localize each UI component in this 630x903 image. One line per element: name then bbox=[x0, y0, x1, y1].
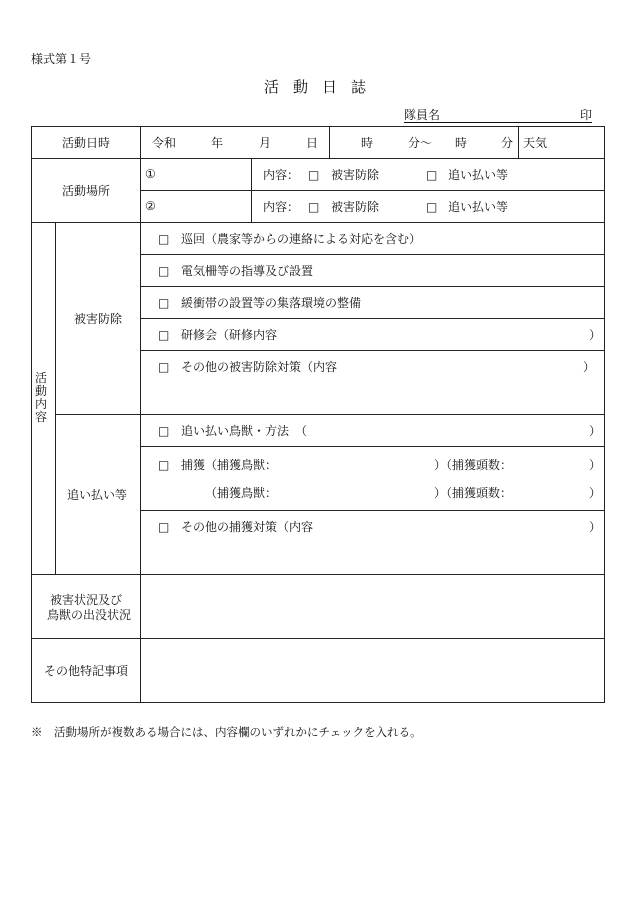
minute-end-label: 分 bbox=[501, 136, 514, 150]
close-paren-chase-method: ） bbox=[589, 424, 602, 438]
capture-animal-2: （捕獲鳥獣： bbox=[205, 486, 278, 500]
page-title: 活動日誌 bbox=[263, 78, 380, 96]
item-electric-fence: 電気柵等の指導及び設置 bbox=[181, 264, 314, 278]
place-2-opt-chase: 追い払い等 bbox=[448, 200, 509, 214]
hour-start-label: 時 bbox=[361, 136, 374, 150]
item-chase-method: 追い払い鳥獣・方法 （ bbox=[181, 424, 308, 438]
activity-content-label: 活動内容 bbox=[34, 371, 47, 424]
place-2-content-label: 内容： bbox=[263, 200, 300, 214]
place-label: 活動場所 bbox=[62, 184, 111, 198]
other-notes-label: その他特記事項 bbox=[44, 664, 129, 678]
seal-label: 印 bbox=[579, 108, 592, 122]
other-notes-input[interactable] bbox=[141, 639, 604, 702]
close-paren-capture-1: ） bbox=[589, 458, 602, 472]
close-paren-capture-2: ） bbox=[589, 486, 602, 500]
capture-animal-1: （捕獲鳥獣： bbox=[205, 458, 278, 472]
checkbox-place-1-damage[interactable]: □ bbox=[308, 168, 320, 182]
item-capture-label: 捕獲 bbox=[181, 458, 206, 472]
place-1-content-label: 内容： bbox=[263, 168, 300, 182]
capture-count-1: ）（捕獲頭数： bbox=[434, 458, 513, 472]
year-label: 年 bbox=[211, 136, 224, 150]
close-paren-other-capture: ） bbox=[589, 520, 602, 534]
checkbox-patrol[interactable]: □ bbox=[158, 232, 170, 246]
checkbox-chase-method[interactable]: □ bbox=[158, 424, 170, 438]
checkbox-training[interactable]: □ bbox=[158, 328, 170, 342]
checkbox-place-2-damage[interactable]: □ bbox=[308, 200, 320, 214]
footnote: ※ 活動場所が複数ある場合には、内容欄のいずれかにチェックを入れる。 bbox=[31, 725, 422, 739]
month-label: 月 bbox=[259, 136, 272, 150]
close-paren-training: ） bbox=[589, 328, 602, 342]
member-label: 隊員名 bbox=[404, 108, 441, 122]
damage-status-input[interactable] bbox=[141, 575, 604, 638]
checkbox-electric-fence[interactable]: □ bbox=[158, 264, 170, 278]
item-other-damage: その他の被害防除対策（内容 bbox=[181, 360, 338, 374]
damage-status-label-2: 鳥獣の出没状況 bbox=[47, 608, 132, 622]
minute-start-label: 分〜 bbox=[408, 136, 433, 150]
checkbox-other-damage[interactable]: □ bbox=[158, 360, 170, 374]
day-label: 日 bbox=[306, 136, 319, 150]
place-2-number: ② bbox=[145, 199, 156, 213]
item-patrol: 巡回（農家等からの連絡による対応を含む） bbox=[181, 232, 422, 246]
damage-status-label-1: 被害状況及び bbox=[50, 593, 123, 607]
close-paren-other-damage: ） bbox=[583, 360, 596, 374]
checkbox-capture[interactable]: □ bbox=[158, 458, 170, 472]
form-number: 様式第１号 bbox=[31, 52, 92, 66]
checkbox-place-2-chase[interactable]: □ bbox=[426, 200, 438, 214]
item-buffer-zone: 緩衝帯の設置等の集落環境の整備 bbox=[181, 296, 362, 310]
place-1-number: ① bbox=[145, 167, 156, 181]
item-other-capture: その他の捕獲対策（内容 bbox=[181, 520, 314, 534]
damage-prevention-label: 被害防除 bbox=[74, 312, 123, 326]
place-2-opt-damage: 被害防除 bbox=[331, 200, 380, 214]
place-1-opt-damage: 被害防除 bbox=[331, 168, 380, 182]
hour-end-label: 時 bbox=[455, 136, 468, 150]
capture-count-2: ）（捕獲頭数： bbox=[434, 486, 513, 500]
place-1-opt-chase: 追い払い等 bbox=[448, 168, 509, 182]
era-label: 令和 bbox=[152, 136, 177, 150]
datetime-label: 活動日時 bbox=[62, 136, 111, 150]
checkbox-place-1-chase[interactable]: □ bbox=[426, 168, 438, 182]
checkbox-other-capture[interactable]: □ bbox=[158, 520, 170, 534]
weather-label: 天気 bbox=[523, 136, 548, 150]
item-training: 研修会（研修内容 bbox=[181, 328, 278, 342]
checkbox-buffer-zone[interactable]: □ bbox=[158, 296, 170, 310]
chase-label: 追い払い等 bbox=[67, 488, 128, 502]
